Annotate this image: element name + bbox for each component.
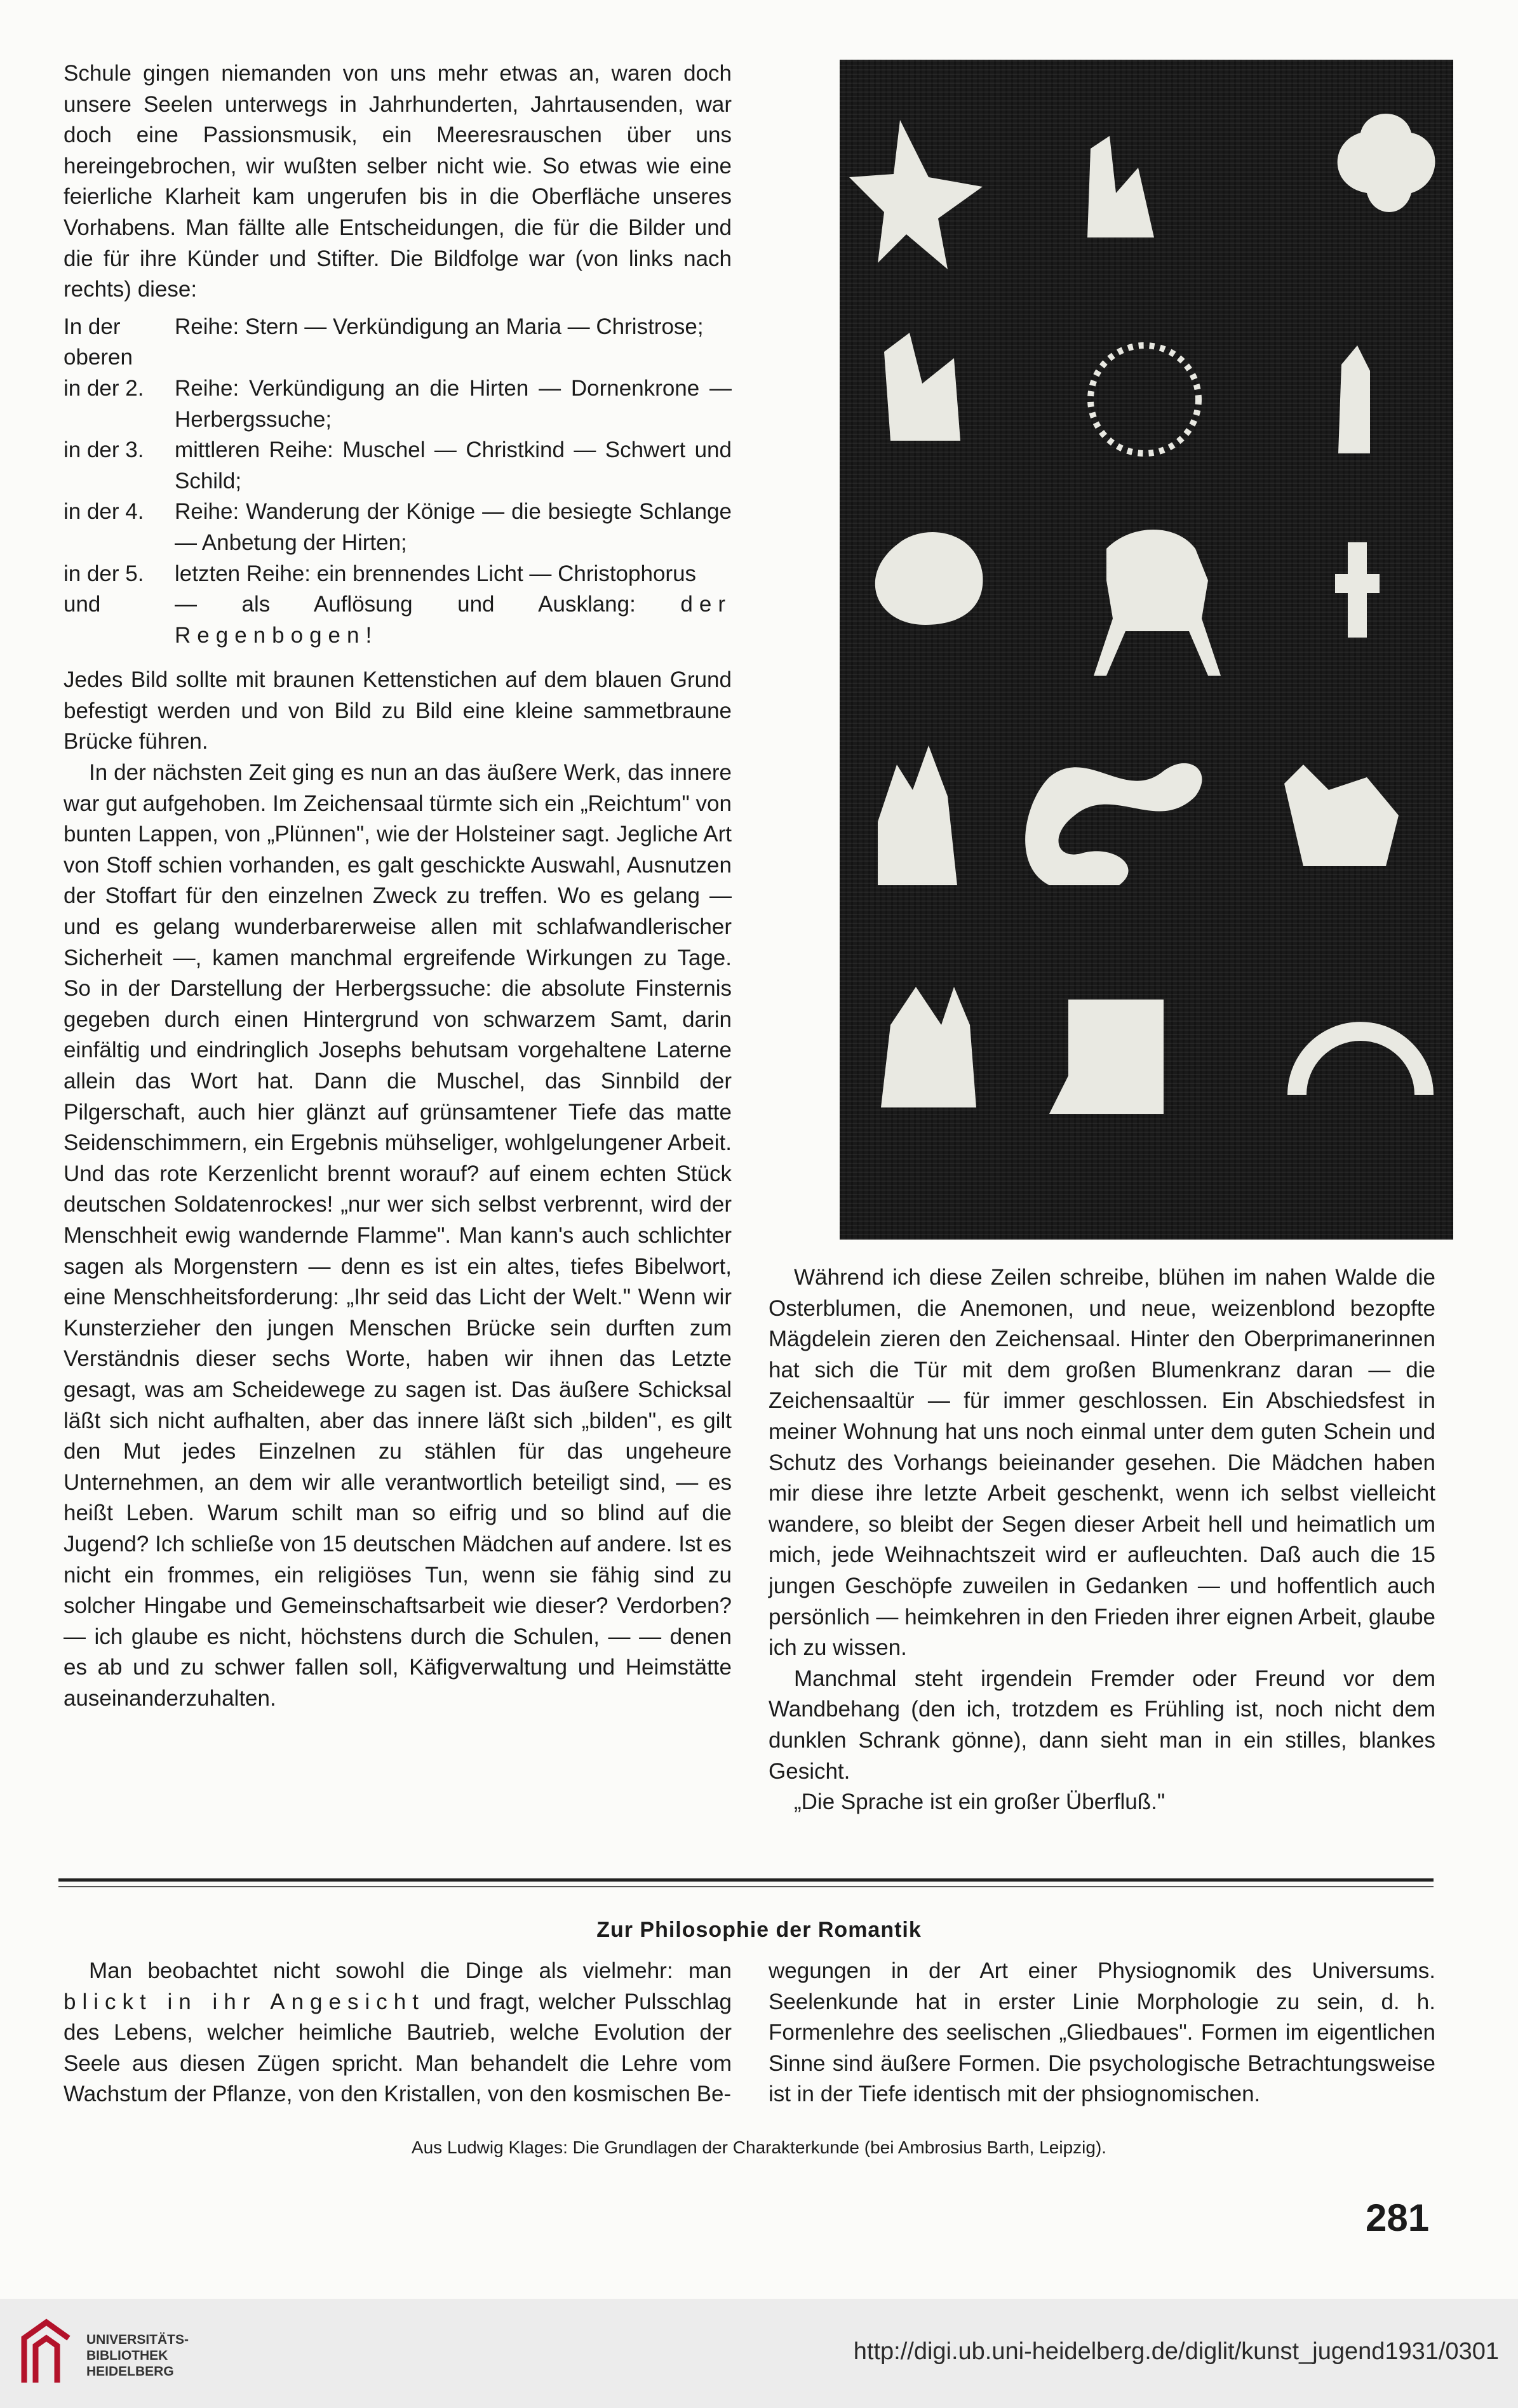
citation-caption: Aus Ludwig Klages: Die Grundlagen der Charakterkunde (bei Ambrosius Barth, Leipzig). xyxy=(411,2137,1107,2157)
library-name xyxy=(86,2332,189,2379)
list-item-value: Reihe: Stern — Verkündigung an Maria — Christrose; xyxy=(175,314,704,339)
right-paragraph-2: Manchmal steht irgendein Fremder oder Freund vor dem Wandbehang (den ich, trotzdem es Frühling ist, noch nicht dem dunklen Schrank gönne), dann sieht man in ein stilles, blankes Gesicht. xyxy=(769,1666,1435,1784)
left-paragraph-2: Jedes Bild sollte mit braunen Kettenstichen auf dem blauen Grund befestigt werden und von Bild zu Bild eine kleine sammetbraune Brücke führen. xyxy=(64,667,732,754)
right-paragraph-3: „Die Sprache ist ein großer Überfluß." xyxy=(794,1789,1165,1815)
list-item-key: in der 2. xyxy=(64,375,144,401)
list-item xyxy=(64,435,732,497)
christrose-motif xyxy=(1338,114,1435,212)
left-paragraph-3: In der nächsten Zeit ging es nun an das äußere Werk, das innere war gut aufgehoben. Im Zeichensaal türmte sich ein „Reichtum" von bunten Lappen, von „Plünnen", wie der Holsteiner sagt. Jegliche Art von Stoff schien vorhanden, es galt geschickte Auswahl, Ausnutzen der Stoffart für den einzelnen Zweck zu treffen. Wo es gelang — und es gelang wunderbarerweise allen mit schlafwandlerischer Sicherheit —, kamen manchmal ergreifende Wirkungen zu Tage. So in der Darstellung der Herbergssuche: die absolute Finsternis gegeben durch einen Hintergrund von schwarzem Samt, darin einfältig und eindringlich Josephs behutsam vorgehaltene Laterne allein das Wort hat. Dann die Muschel, das Sinnbild der Pilgerschaft, auch hier glänzt auf grünsamtener Tiefe das matte Seidenschimmern, ein Ergebnis mühseliger, wohlgelungener Arbeit. Und das rote Kerzenlicht brennt worauf? auf einem echten Stück deutschen Soldatenrockes! „nur wer sich selbst verbrennt, wird der Menschheit ewig wandernde Flamme". Man kann's auch schlichter sagen als Morgenstern — denn es ist ein altes, tiefes Bibelwort, eine Menschheitsforderung: „Ihr seid das Licht der Welt." Wenn wir Kunsterzieher den jungen Menschen Brücke sein durften zum Verständnis dieser sechs Worte, haben wir ihnen das Letzte gesagt, was am Scheidewege zu sagen ist. Das äußere Schicksal läßt sich nicht aufhalten, aber das innere läßt sich „bilden", es gilt den Mut jedes Einzelnen zu stählen für das ungeheure Unternehmen, an dem wir alle verantwortlich beteiligt sind, — es heißt Leben. Warum schilt man so eifrig und so blind auf die Jugend? Ich schließe von 15 deutschen Mädchen auf andere. Ist es nicht ein frommes, ein religiöses Tun, wenn sie fähig sind zu solcher Hingabe und Gemeinschaftsarbeit wie dieser? Verdorben? — ich glaube es nicht, höchstens durch die Schulen, — — denen es ab und zu schwer fallen soll, Käfigverwaltung und Heimstätte auseinanderzuhalten. xyxy=(64,760,732,1711)
section-divider-thin xyxy=(58,1886,1434,1887)
section-heading: Zur Philosophie der Romantik xyxy=(596,1918,922,1942)
bottom-left-post: und fragt, welcher Pulsschlag des Lebens, welcher heimliche Bautrieb, welche Evolution der Seele aus diesen Zügen spricht. Man behandelt die Lehre vom Wachstum der Pflanze, von den Kristallen, von den kosmischen Be- xyxy=(64,1989,732,2107)
list-item-key: in der 3. xyxy=(64,438,144,463)
source-url-link[interactable]: http://digi.ub.uni-heidelberg.de/diglit/kunst_jugend1931/0301 xyxy=(853,2338,1499,2365)
page-number: 281 xyxy=(1366,2197,1430,2239)
list-item-value: Reihe: Wanderung der Könige — die besiegte Schlange — Anbetung der Hirten; xyxy=(175,499,732,555)
shepherds-motif xyxy=(884,333,960,441)
list-item-key: In der oberen xyxy=(64,314,133,370)
list-item-value: letzten Reihe: ein brennendes Licht — Christophorus xyxy=(175,561,697,586)
tapestry-motifs xyxy=(840,60,1453,1240)
list-item xyxy=(64,373,732,435)
list-item xyxy=(64,589,732,651)
library-name-line: HEIDELBERG xyxy=(86,2364,174,2379)
list-item xyxy=(64,559,732,590)
star-motif xyxy=(849,120,983,269)
university-library-logo-icon[interactable] xyxy=(18,2313,75,2389)
bottom-left-paragraph xyxy=(64,1956,732,2110)
shelter-seeking-motif xyxy=(1338,345,1370,453)
crown-of-thorns-motif xyxy=(1091,345,1199,453)
list-item-key: in der 5. xyxy=(64,561,144,586)
bottom-right-paragraph: wegungen in der Art einer Physiognomik des Universums. Seelenkunde hat in erster Linie Morphologie zu sein, d. h. Formenlehre des seelischen „Gliedbaues". Formen im eigentlichen Sinne sind äußere Formen. Die psychologische Betrachtungsweise ist in der Tiefe identisch mit der phsiognomischen. xyxy=(769,1958,1435,2107)
library-name-line: UNIVERSITÄTS- xyxy=(86,2332,189,2347)
list-item-value: mittleren Reihe: Muschel — Christkind — Schwert und Schild; xyxy=(175,438,732,493)
list-item-value: Reihe: Verkündigung an die Hirten — Dornenkrone — Herbergssuche; xyxy=(175,375,732,432)
tapestry-photo xyxy=(840,60,1453,1240)
annunciation-motif xyxy=(1087,136,1154,237)
list-item-key: in der 4. xyxy=(64,499,144,525)
adoration-motif xyxy=(1284,765,1399,866)
spaced-emphasis: der Regenbogen! xyxy=(175,592,732,648)
right-column xyxy=(769,1262,1435,1818)
right-paragraph-1: Während ich diese Zeilen schreibe, blühen im nahen Walde die Osterblumen, die Anemonen, und neue, weizenblond bezopfte Mägdelein zieren den Zeichensaal. Hinter den Oberprimanerinnen hat sich die Tür mit dem großen Blumenkranz daran — die Zeichensaaltür — für immer geschlossen. Ein Abschiedsfest in meiner Wohnung hat uns noch einmal unter dem guten Schein und Schutz des Vorhangs beieinander gesehen. Die Mädchen haben mir diese ihre letzte Arbeit geschenkt, wenn ich selbst vielleicht wandere, so bleibt der Segen dieser Arbeit hell und heimatlich um mich, jede Weihnachtszeit wird er aufleuchten. Daß auch die 15 jungen Geschöpfe zuweilen in Gedanken — und hoffentlich auch persönlich — heimkehren in den Frieden ihrer eignen Arbeit, glaube ich zu wissen. xyxy=(769,1265,1435,1661)
library-footer xyxy=(0,2299,1518,2408)
list-item-key: und xyxy=(64,592,101,617)
sword-shield-motif xyxy=(1335,542,1380,638)
bottom-right-column xyxy=(769,1956,1435,2110)
left-paragraph-1: Schule gingen niemanden von uns mehr etwas an, waren doch unsere Seelen unterwegs in Jahrhunderten, Jahrtausenden, war doch eine Passionsmusik, ein Meeresrauschen über uns hereingebrochen, wir wußten selber nicht wie. So etwas wie eine feierliche Klarheit kam ungerufen bis in die Oberfläche unseres Vorhabens. Man fällte alle Entscheidungen, die für die Bilder und die für ihre Künder und Stifter. Die Bildfolge war (von links nach rechts) diese: xyxy=(64,61,732,302)
list-item-value xyxy=(175,589,732,651)
rainbow-motif xyxy=(1287,1022,1434,1095)
serpent-motif xyxy=(1025,763,1202,885)
shell-motif xyxy=(875,532,983,625)
image-sequence-list xyxy=(64,312,732,652)
list-item xyxy=(64,497,732,558)
three-kings-motif xyxy=(878,746,957,885)
list-item xyxy=(64,312,732,373)
christ-child-motif xyxy=(1094,530,1221,676)
christophorus-motif xyxy=(1049,1000,1164,1114)
section-divider xyxy=(58,1878,1434,1882)
list-final-text: — als Auflösung und Ausklang: xyxy=(175,592,636,617)
library-name-line: BIBLIOTHEK xyxy=(86,2348,168,2363)
bottom-left-pre: Man beobachtet nicht sowohl die Dinge als vielmehr: man xyxy=(89,1958,732,1983)
left-column xyxy=(64,58,732,1714)
burning-light-motif xyxy=(881,987,976,1107)
bottom-left-column xyxy=(64,1956,732,2110)
spaced-emphasis: blickt in ihr Angesicht xyxy=(64,1989,425,2014)
